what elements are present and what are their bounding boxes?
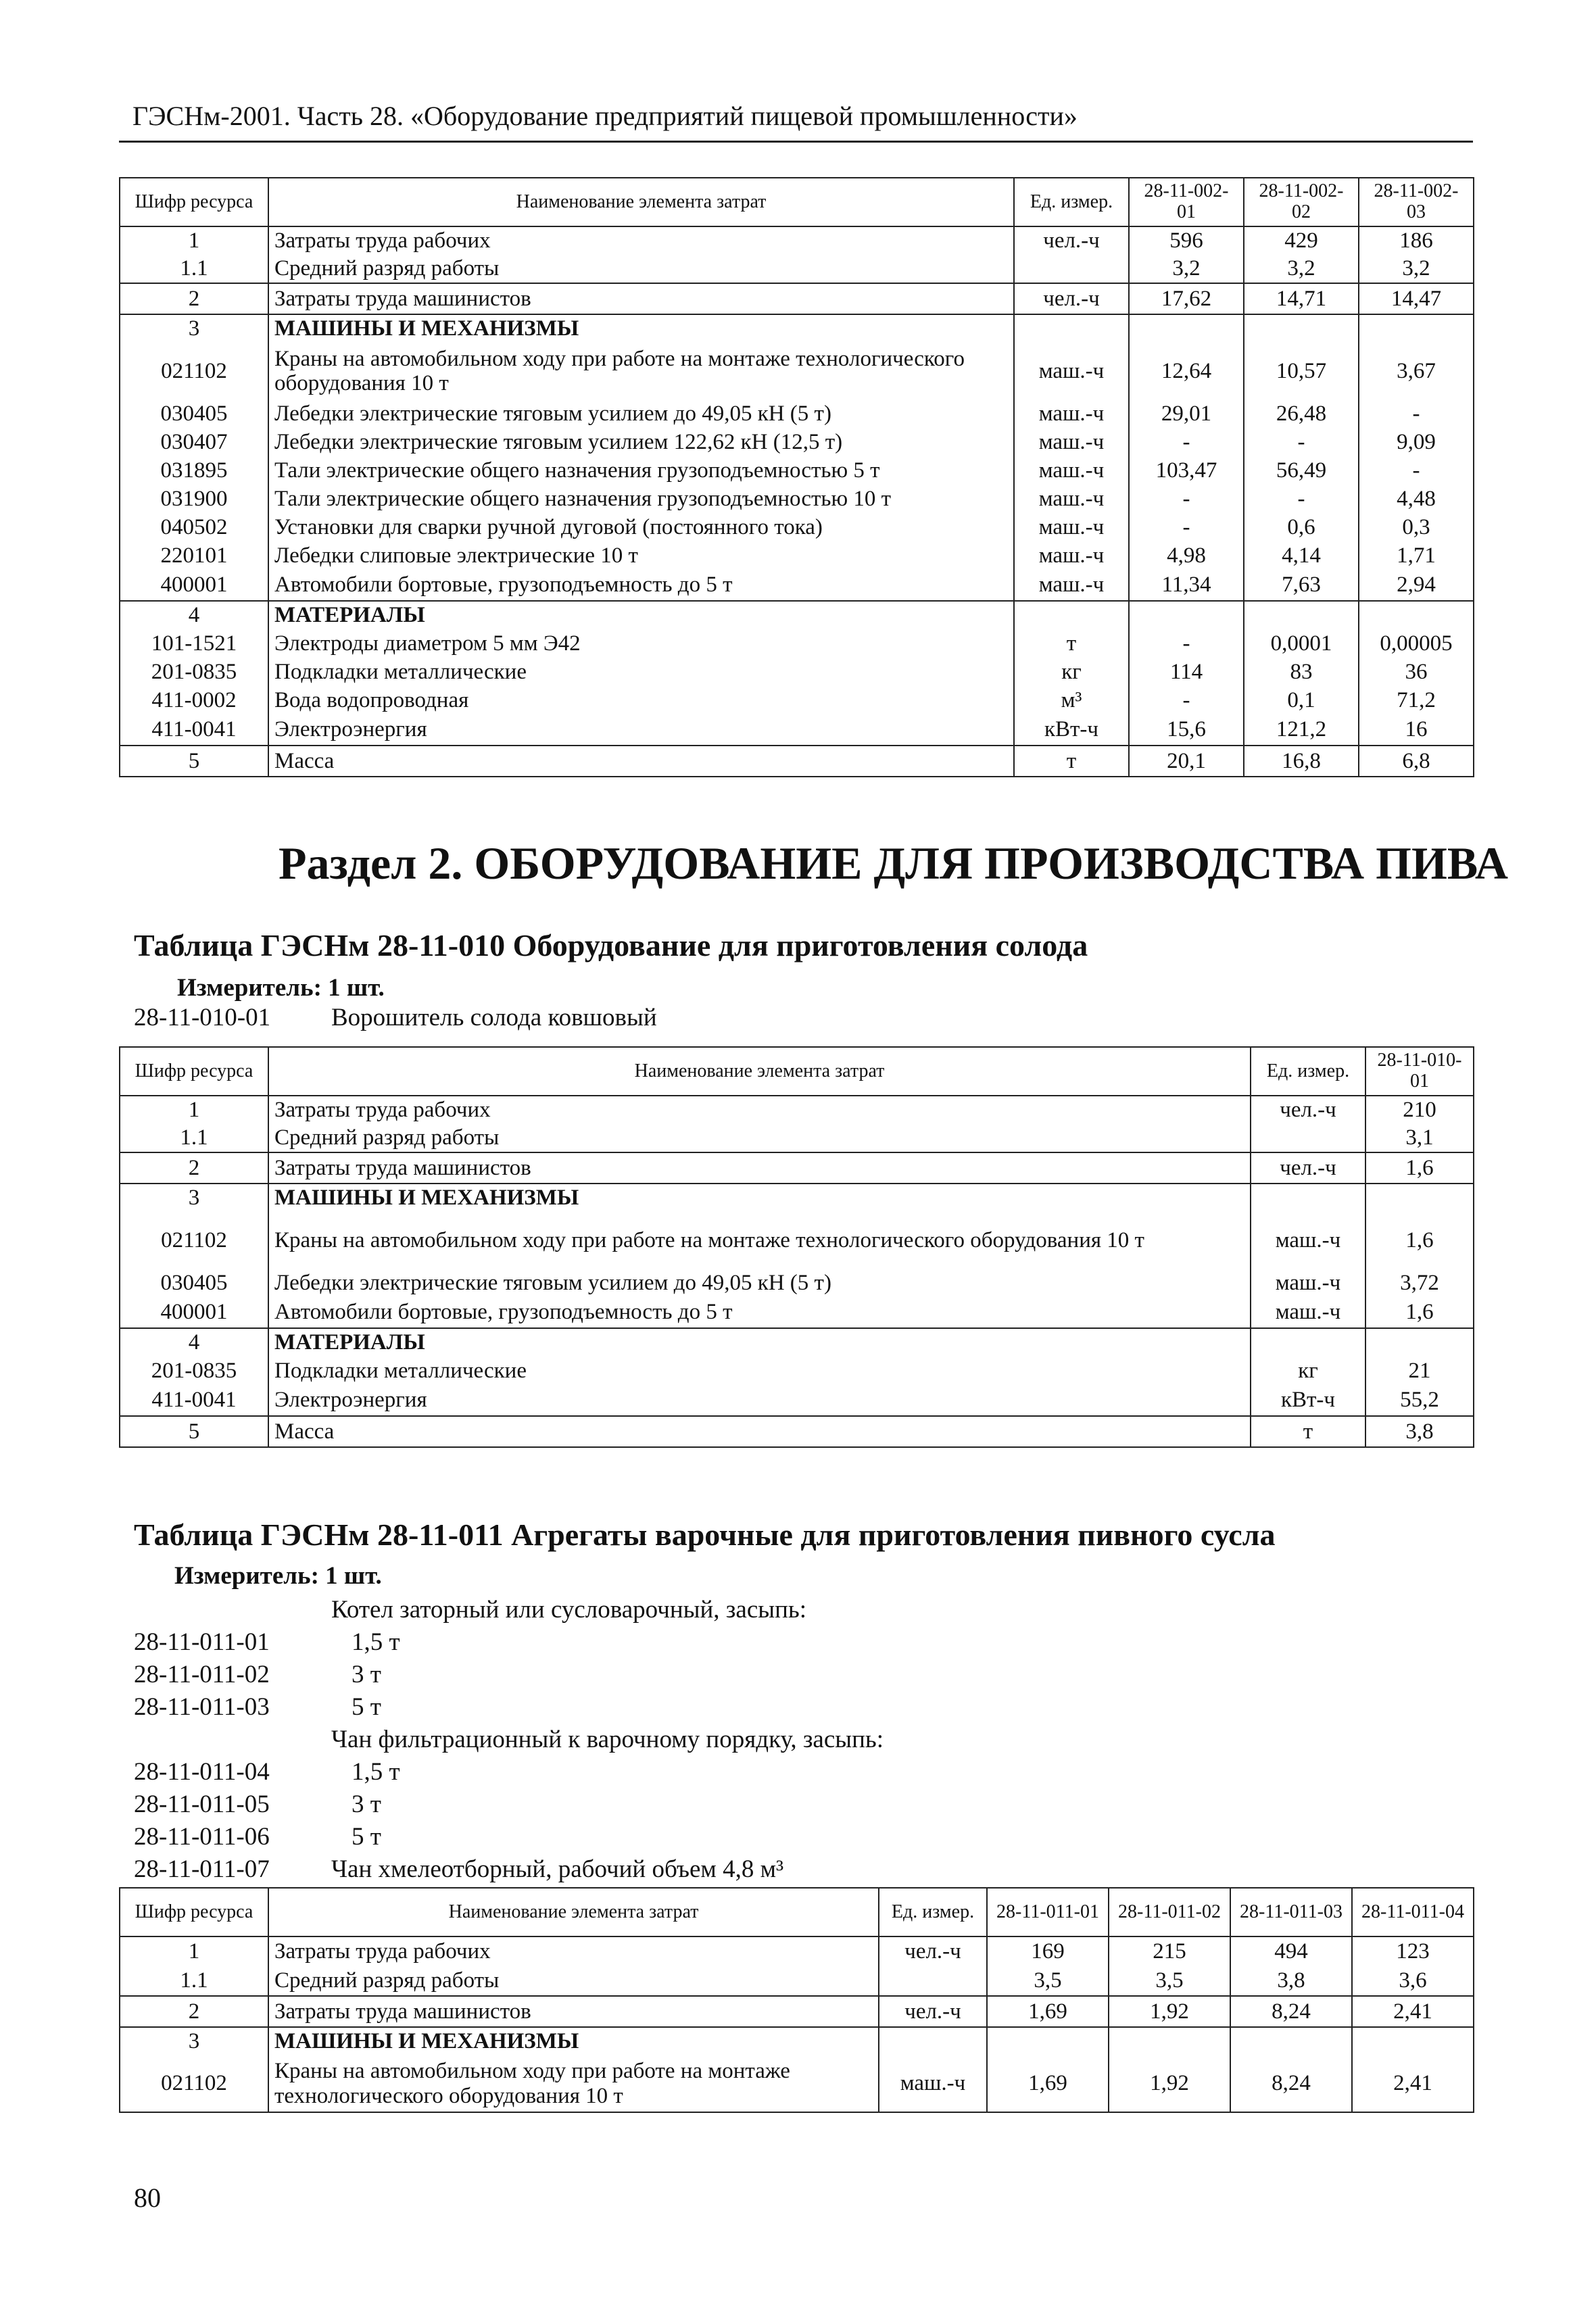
col-header-norm: 28-11-002-01 — [1129, 178, 1244, 226]
norm-value: 16,8 — [1244, 746, 1359, 777]
norm-value: 12,64 — [1129, 343, 1244, 399]
resource-code: 031895 — [120, 456, 268, 485]
norm-value: 17,62 — [1129, 283, 1244, 314]
col-header-norm: 28-11-011-01 — [987, 1888, 1109, 1936]
cost-element-name: Лебедки электрические тяговым усилием 122,62 кН (12,5 т) — [268, 428, 1014, 456]
resource-code: 201-0835 — [120, 658, 268, 686]
norm-value: 10,57 — [1244, 343, 1359, 399]
norm-value: 0,0001 — [1244, 629, 1359, 658]
norm-value: 103,47 — [1129, 456, 1244, 485]
norm-value: 7,63 — [1244, 570, 1359, 601]
norm-value: 2,41 — [1352, 2055, 1474, 2112]
col-header-unit: Ед. измер. — [1014, 178, 1129, 226]
resource-code: 2 — [120, 283, 268, 314]
item-text: Ворошитель солода ковшовый — [331, 1004, 657, 1031]
norm-value: 3,2 — [1244, 255, 1359, 283]
norm-value: 3,2 — [1129, 255, 1244, 283]
norm-value: 1,71 — [1359, 541, 1474, 570]
norm-value: 0,3 — [1359, 513, 1474, 541]
col-header-unit: Ед. измер. — [1251, 1047, 1365, 1096]
unit: чел.-ч — [1251, 1096, 1365, 1124]
norm-value — [1109, 2027, 1230, 2055]
resource-code: 030405 — [120, 1269, 268, 1297]
norm-value: 2,94 — [1359, 570, 1474, 601]
unit: чел.-ч — [1014, 226, 1129, 255]
unit — [1251, 1328, 1365, 1357]
table-meter: Измеритель: 1 шт. — [177, 974, 385, 1002]
norm-value: 36 — [1359, 658, 1474, 686]
unit: чел.-ч — [1014, 283, 1129, 314]
norm-value: 1,92 — [1109, 2055, 1230, 2112]
norm-value: 210 — [1365, 1096, 1474, 1124]
table-row — [120, 283, 1474, 314]
norm-value: 4,48 — [1359, 485, 1474, 513]
col-header-code: Шифр ресурса — [120, 178, 268, 226]
unit: маш.-ч — [1251, 1269, 1365, 1297]
unit — [1014, 314, 1129, 343]
resource-code: 201-0835 — [120, 1357, 268, 1385]
resource-code: 1.1 — [120, 255, 268, 283]
table-row — [120, 686, 1474, 714]
cost-element-name: Средний разряд работы — [268, 255, 1014, 283]
cost-element-name: МАТЕРИАЛЫ — [268, 601, 1014, 629]
cost-element-name: МАШИНЫ И МЕХАНИЗМЫ — [268, 2027, 879, 2055]
norm-value: 3,2 — [1359, 255, 1474, 283]
norm-value — [1359, 601, 1474, 629]
norm-value: 26,48 — [1244, 399, 1359, 428]
unit: маш.-ч — [1014, 485, 1129, 513]
norm-value: 3,1 — [1365, 1124, 1474, 1152]
item-code: 28-11-011-06 — [134, 1823, 270, 1851]
cost-element-name: Тали электрические общего назначения грузоподъемностью 10 т — [268, 485, 1014, 513]
table-row — [120, 1966, 1474, 1996]
norm-value: 55,2 — [1365, 1385, 1474, 1416]
norm-value: 215 — [1109, 1936, 1230, 1966]
norm-value: 3,8 — [1365, 1416, 1474, 1447]
resource-code: 400001 — [120, 1297, 268, 1328]
table-row — [120, 1416, 1474, 1447]
col-header-norm: 28-11-002-03 — [1359, 178, 1474, 226]
unit: маш.-ч — [879, 2055, 987, 2112]
resource-code: 030405 — [120, 399, 268, 428]
item-text: Чан фильтрационный к варочному порядку, засыпь: — [331, 1726, 884, 1753]
item-code: 28-11-011-05 — [134, 1790, 270, 1818]
resource-code: 220101 — [120, 541, 268, 570]
item-code: 28-11-011-01 — [134, 1628, 270, 1656]
norm-value: - — [1129, 485, 1244, 513]
resource-code: 3 — [120, 2027, 268, 2055]
unit: м³ — [1014, 686, 1129, 714]
col-header-norm: 28-11-011-04 — [1352, 1888, 1474, 1936]
section-title: Раздел 2. ОБОРУДОВАНИЕ ДЛЯ ПРОИЗВОДСТВА ПИВА — [279, 837, 1509, 889]
cost-element-name: Электроэнергия — [268, 1385, 1251, 1416]
col-header-norm: 28-11-002-02 — [1244, 178, 1359, 226]
cost-element-name: Средний разряд работы — [268, 1124, 1251, 1152]
unit: чел.-ч — [1251, 1152, 1365, 1184]
norm-value: 2,41 — [1352, 1996, 1474, 2027]
item-text: 5 т — [352, 1823, 381, 1851]
unit — [879, 1966, 987, 1996]
resource-code: 040502 — [120, 513, 268, 541]
resource-table-28-11-010 — [119, 1046, 1474, 1448]
col-header-norm: 28-11-010-01 — [1365, 1047, 1474, 1096]
unit: маш.-ч — [1014, 428, 1129, 456]
norm-value: 21 — [1365, 1357, 1474, 1385]
unit — [1251, 1124, 1365, 1152]
norm-value — [987, 2027, 1109, 2055]
unit: кг — [1014, 658, 1129, 686]
norm-value: 1,6 — [1365, 1152, 1474, 1184]
unit: кг — [1251, 1357, 1365, 1385]
norm-value — [1230, 2027, 1352, 2055]
table-row — [120, 343, 1474, 399]
col-header-name: Наименование элемента затрат — [268, 1047, 1251, 1096]
table-title-28-11-011: Таблица ГЭСНм 28-11-011 Агрегаты варочные для приготовления пивного сусла — [134, 1517, 1276, 1552]
norm-value: - — [1129, 686, 1244, 714]
norm-value: 3,67 — [1359, 343, 1474, 399]
table-row — [120, 1096, 1474, 1124]
col-header-unit: Ед. измер. — [879, 1888, 987, 1936]
cost-element-name: Установки для сварки ручной дуговой (постоянного тока) — [268, 513, 1014, 541]
table-row — [120, 601, 1474, 629]
resource-code: 1 — [120, 226, 268, 255]
norm-value — [1365, 1184, 1474, 1212]
table-row — [120, 1124, 1474, 1152]
table-row — [120, 1385, 1474, 1416]
page-number: 80 — [134, 2183, 161, 2213]
norm-value: 1,69 — [987, 2055, 1109, 2112]
norm-value: 1,6 — [1365, 1212, 1474, 1269]
table-row — [120, 428, 1474, 456]
running-header: ГЭСНм-2001. Часть 28. «Оборудование предприятий пищевой промышленности» — [132, 101, 1078, 131]
unit: маш.-ч — [1014, 513, 1129, 541]
norm-value: 494 — [1230, 1936, 1352, 1966]
unit — [1251, 1184, 1365, 1212]
cost-element-name: МАШИНЫ И МЕХАНИЗМЫ — [268, 314, 1014, 343]
cost-element-name: Затраты труда рабочих — [268, 226, 1014, 255]
table-row — [120, 513, 1474, 541]
cost-element-name: Затраты труда машинистов — [268, 1996, 879, 2027]
table-row — [120, 226, 1474, 255]
table-row — [120, 255, 1474, 283]
table-row — [120, 541, 1474, 570]
table-row — [120, 570, 1474, 601]
norm-value — [1244, 601, 1359, 629]
norm-value: 429 — [1244, 226, 1359, 255]
cost-element-name: Затраты труда рабочих — [268, 1936, 879, 1966]
resource-code: 1.1 — [120, 1124, 268, 1152]
norm-value: - — [1244, 485, 1359, 513]
norm-value: 15,6 — [1129, 714, 1244, 746]
norm-value: 9,09 — [1359, 428, 1474, 456]
cost-element-name: Тали электрические общего назначения грузоподъемностью 5 т — [268, 456, 1014, 485]
table-row — [120, 456, 1474, 485]
resource-code: 4 — [120, 1328, 268, 1357]
norm-value: 3,5 — [1109, 1966, 1230, 1996]
cost-element-name: МАШИНЫ И МЕХАНИЗМЫ — [268, 1184, 1251, 1212]
col-header-name: Наименование элемента затрат — [268, 178, 1014, 226]
unit: маш.-ч — [1014, 541, 1129, 570]
norm-value: - — [1129, 629, 1244, 658]
resource-code: 101-1521 — [120, 629, 268, 658]
norm-value: 121,2 — [1244, 714, 1359, 746]
cost-element-name: Лебедки слиповые электрические 10 т — [268, 541, 1014, 570]
norm-value: - — [1244, 428, 1359, 456]
norm-value: 186 — [1359, 226, 1474, 255]
table-row — [120, 314, 1474, 343]
norm-value: 123 — [1352, 1936, 1474, 1966]
item-text: 3 т — [352, 1661, 381, 1688]
table-row — [120, 399, 1474, 428]
cost-element-name: Лебедки электрические тяговым усилием до 49,05 кН (5 т) — [268, 1269, 1251, 1297]
table-row — [120, 1184, 1474, 1212]
norm-value: 114 — [1129, 658, 1244, 686]
resource-code: 3 — [120, 1184, 268, 1212]
norm-value: 29,01 — [1129, 399, 1244, 428]
resource-code: 411-0041 — [120, 1385, 268, 1416]
cost-element-name: Лебедки электрические тяговым усилием до 49,05 кН (5 т) — [268, 399, 1014, 428]
cost-element-name: Краны на автомобильном ходу при работе на монтаже технологического оборудования 10 т — [268, 1212, 1251, 1269]
resource-code: 030407 — [120, 428, 268, 456]
resource-code: 5 — [120, 1416, 268, 1447]
table-row — [120, 714, 1474, 746]
unit: маш.-ч — [1014, 570, 1129, 601]
norm-value: - — [1359, 456, 1474, 485]
cost-element-name: Затраты труда машинистов — [268, 1152, 1251, 1184]
item-text: 5 т — [352, 1693, 381, 1721]
item-code: 28-11-011-07 — [134, 1855, 270, 1883]
norm-value: 14,47 — [1359, 283, 1474, 314]
norm-value: 83 — [1244, 658, 1359, 686]
table-row — [120, 1269, 1474, 1297]
norm-value: - — [1129, 513, 1244, 541]
resource-code: 031900 — [120, 485, 268, 513]
table-row — [120, 2055, 1474, 2112]
item-text: 1,5 т — [352, 1758, 400, 1786]
cost-element-name: МАТЕРИАЛЫ — [268, 1328, 1251, 1357]
norm-value: 16 — [1359, 714, 1474, 746]
norm-value — [1244, 314, 1359, 343]
table-meter: Измеритель: 1 шт. — [174, 1562, 382, 1590]
col-header-norm: 28-11-011-03 — [1230, 1888, 1352, 1936]
unit: т — [1014, 629, 1129, 658]
col-header-code: Шифр ресурса — [120, 1047, 268, 1096]
table-row — [120, 485, 1474, 513]
table-row — [120, 1152, 1474, 1184]
norm-value: - — [1359, 399, 1474, 428]
cost-element-name: Вода водопроводная — [268, 686, 1014, 714]
resource-code: 021102 — [120, 343, 268, 399]
item-code: 28-11-010-01 — [134, 1004, 271, 1031]
cost-element-name: Электроды диаметром 5 мм Э42 — [268, 629, 1014, 658]
cost-element-name: Краны на автомобильном ходу при работе на монтаже технологического оборудования 10 т — [268, 2055, 879, 2112]
norm-value — [1352, 2027, 1474, 2055]
table-row — [120, 1996, 1474, 2027]
item-code: 28-11-011-02 — [134, 1661, 270, 1688]
norm-value: 4,98 — [1129, 541, 1244, 570]
table-row — [120, 658, 1474, 686]
unit: маш.-ч — [1014, 343, 1129, 399]
norm-value: 0,6 — [1244, 513, 1359, 541]
resource-code: 1 — [120, 1096, 268, 1124]
item-code: 28-11-011-03 — [134, 1693, 270, 1721]
resource-code: 2 — [120, 1996, 268, 2027]
norm-value: 3,72 — [1365, 1269, 1474, 1297]
norm-value: 56,49 — [1244, 456, 1359, 485]
norm-value — [1129, 601, 1244, 629]
resource-code: 2 — [120, 1152, 268, 1184]
item-text: 3 т — [352, 1790, 381, 1818]
cost-element-name: Автомобили бортовые, грузоподъемность до 5 т — [268, 570, 1014, 601]
norm-value — [1359, 314, 1474, 343]
cost-element-name: Автомобили бортовые, грузоподъемность до 5 т — [268, 1297, 1251, 1328]
resource-code: 400001 — [120, 570, 268, 601]
unit — [879, 2027, 987, 2055]
resource-code: 5 — [120, 746, 268, 777]
norm-value: 3,8 — [1230, 1966, 1352, 1996]
norm-value: 0,00005 — [1359, 629, 1474, 658]
resource-code: 4 — [120, 601, 268, 629]
unit: чел.-ч — [879, 1996, 987, 2027]
unit: маш.-ч — [1251, 1212, 1365, 1269]
table-row — [120, 1328, 1474, 1357]
cost-element-name: Краны на автомобильном ходу при работе на монтаже технологического оборудования 10 т — [268, 343, 1014, 399]
norm-value — [1129, 314, 1244, 343]
norm-value: 8,24 — [1230, 1996, 1352, 2027]
unit: маш.-ч — [1014, 456, 1129, 485]
item-text: 1,5 т — [352, 1628, 400, 1656]
unit: т — [1251, 1416, 1365, 1447]
norm-value: 3,6 — [1352, 1966, 1474, 1996]
table-row — [120, 746, 1474, 777]
norm-value: 1,6 — [1365, 1297, 1474, 1328]
table-row — [120, 1357, 1474, 1385]
cost-element-name: Подкладки металлические — [268, 658, 1014, 686]
resource-code: 3 — [120, 314, 268, 343]
norm-value: 71,2 — [1359, 686, 1474, 714]
norm-value: 1,69 — [987, 1996, 1109, 2027]
unit — [1014, 255, 1129, 283]
cost-element-name: Электроэнергия — [268, 714, 1014, 746]
unit: кВт-ч — [1251, 1385, 1365, 1416]
unit: маш.-ч — [1251, 1297, 1365, 1328]
resource-code: 021102 — [120, 1212, 268, 1269]
resource-code: 021102 — [120, 2055, 268, 2112]
item-text: Чан хмелеотборный, рабочий объем 4,8 м³ — [331, 1855, 784, 1883]
cost-element-name: Масса — [268, 1416, 1251, 1447]
norm-value: 3,5 — [987, 1966, 1109, 1996]
cost-element-name: Средний разряд работы — [268, 1966, 879, 1996]
unit: кВт-ч — [1014, 714, 1129, 746]
header-rule — [119, 141, 1473, 143]
norm-value: 11,34 — [1129, 570, 1244, 601]
cost-element-name: Масса — [268, 746, 1014, 777]
table-row — [120, 1212, 1474, 1269]
col-header-norm: 28-11-011-02 — [1109, 1888, 1230, 1936]
norm-value: 20,1 — [1129, 746, 1244, 777]
item-code: 28-11-011-04 — [134, 1758, 270, 1786]
cost-element-name: Затраты труда рабочих — [268, 1096, 1251, 1124]
norm-value: 169 — [987, 1936, 1109, 1966]
col-header-name: Наименование элемента затрат — [268, 1888, 879, 1936]
table-row — [120, 1936, 1474, 1966]
resource-table-28-11-002 — [119, 177, 1474, 777]
norm-value: 6,8 — [1359, 746, 1474, 777]
unit — [1014, 601, 1129, 629]
col-header-code: Шифр ресурса — [120, 1888, 268, 1936]
cost-element-name: Затраты труда машинистов — [268, 283, 1014, 314]
table-row — [120, 2027, 1474, 2055]
resource-table-28-11-011 — [119, 1887, 1474, 2113]
norm-value: 0,1 — [1244, 686, 1359, 714]
unit: чел.-ч — [879, 1936, 987, 1966]
item-text: Котел заторный или сусловарочный, засыпь: — [331, 1596, 807, 1624]
norm-value: - — [1129, 428, 1244, 456]
norm-value: 8,24 — [1230, 2055, 1352, 2112]
norm-value: 1,92 — [1109, 1996, 1230, 2027]
norm-value: 4,14 — [1244, 541, 1359, 570]
resource-code: 1.1 — [120, 1966, 268, 1996]
norm-value: 14,71 — [1244, 283, 1359, 314]
resource-code: 411-0041 — [120, 714, 268, 746]
norm-value: 596 — [1129, 226, 1244, 255]
resource-code: 1 — [120, 1936, 268, 1966]
table-title-28-11-010: Таблица ГЭСНм 28-11-010 Оборудование для приготовления солода — [134, 928, 1088, 962]
unit: маш.-ч — [1014, 399, 1129, 428]
resource-code: 411-0002 — [120, 686, 268, 714]
table-row — [120, 629, 1474, 658]
table-row — [120, 1297, 1474, 1328]
norm-value — [1365, 1328, 1474, 1357]
cost-element-name: Подкладки металлические — [268, 1357, 1251, 1385]
unit: т — [1014, 746, 1129, 777]
